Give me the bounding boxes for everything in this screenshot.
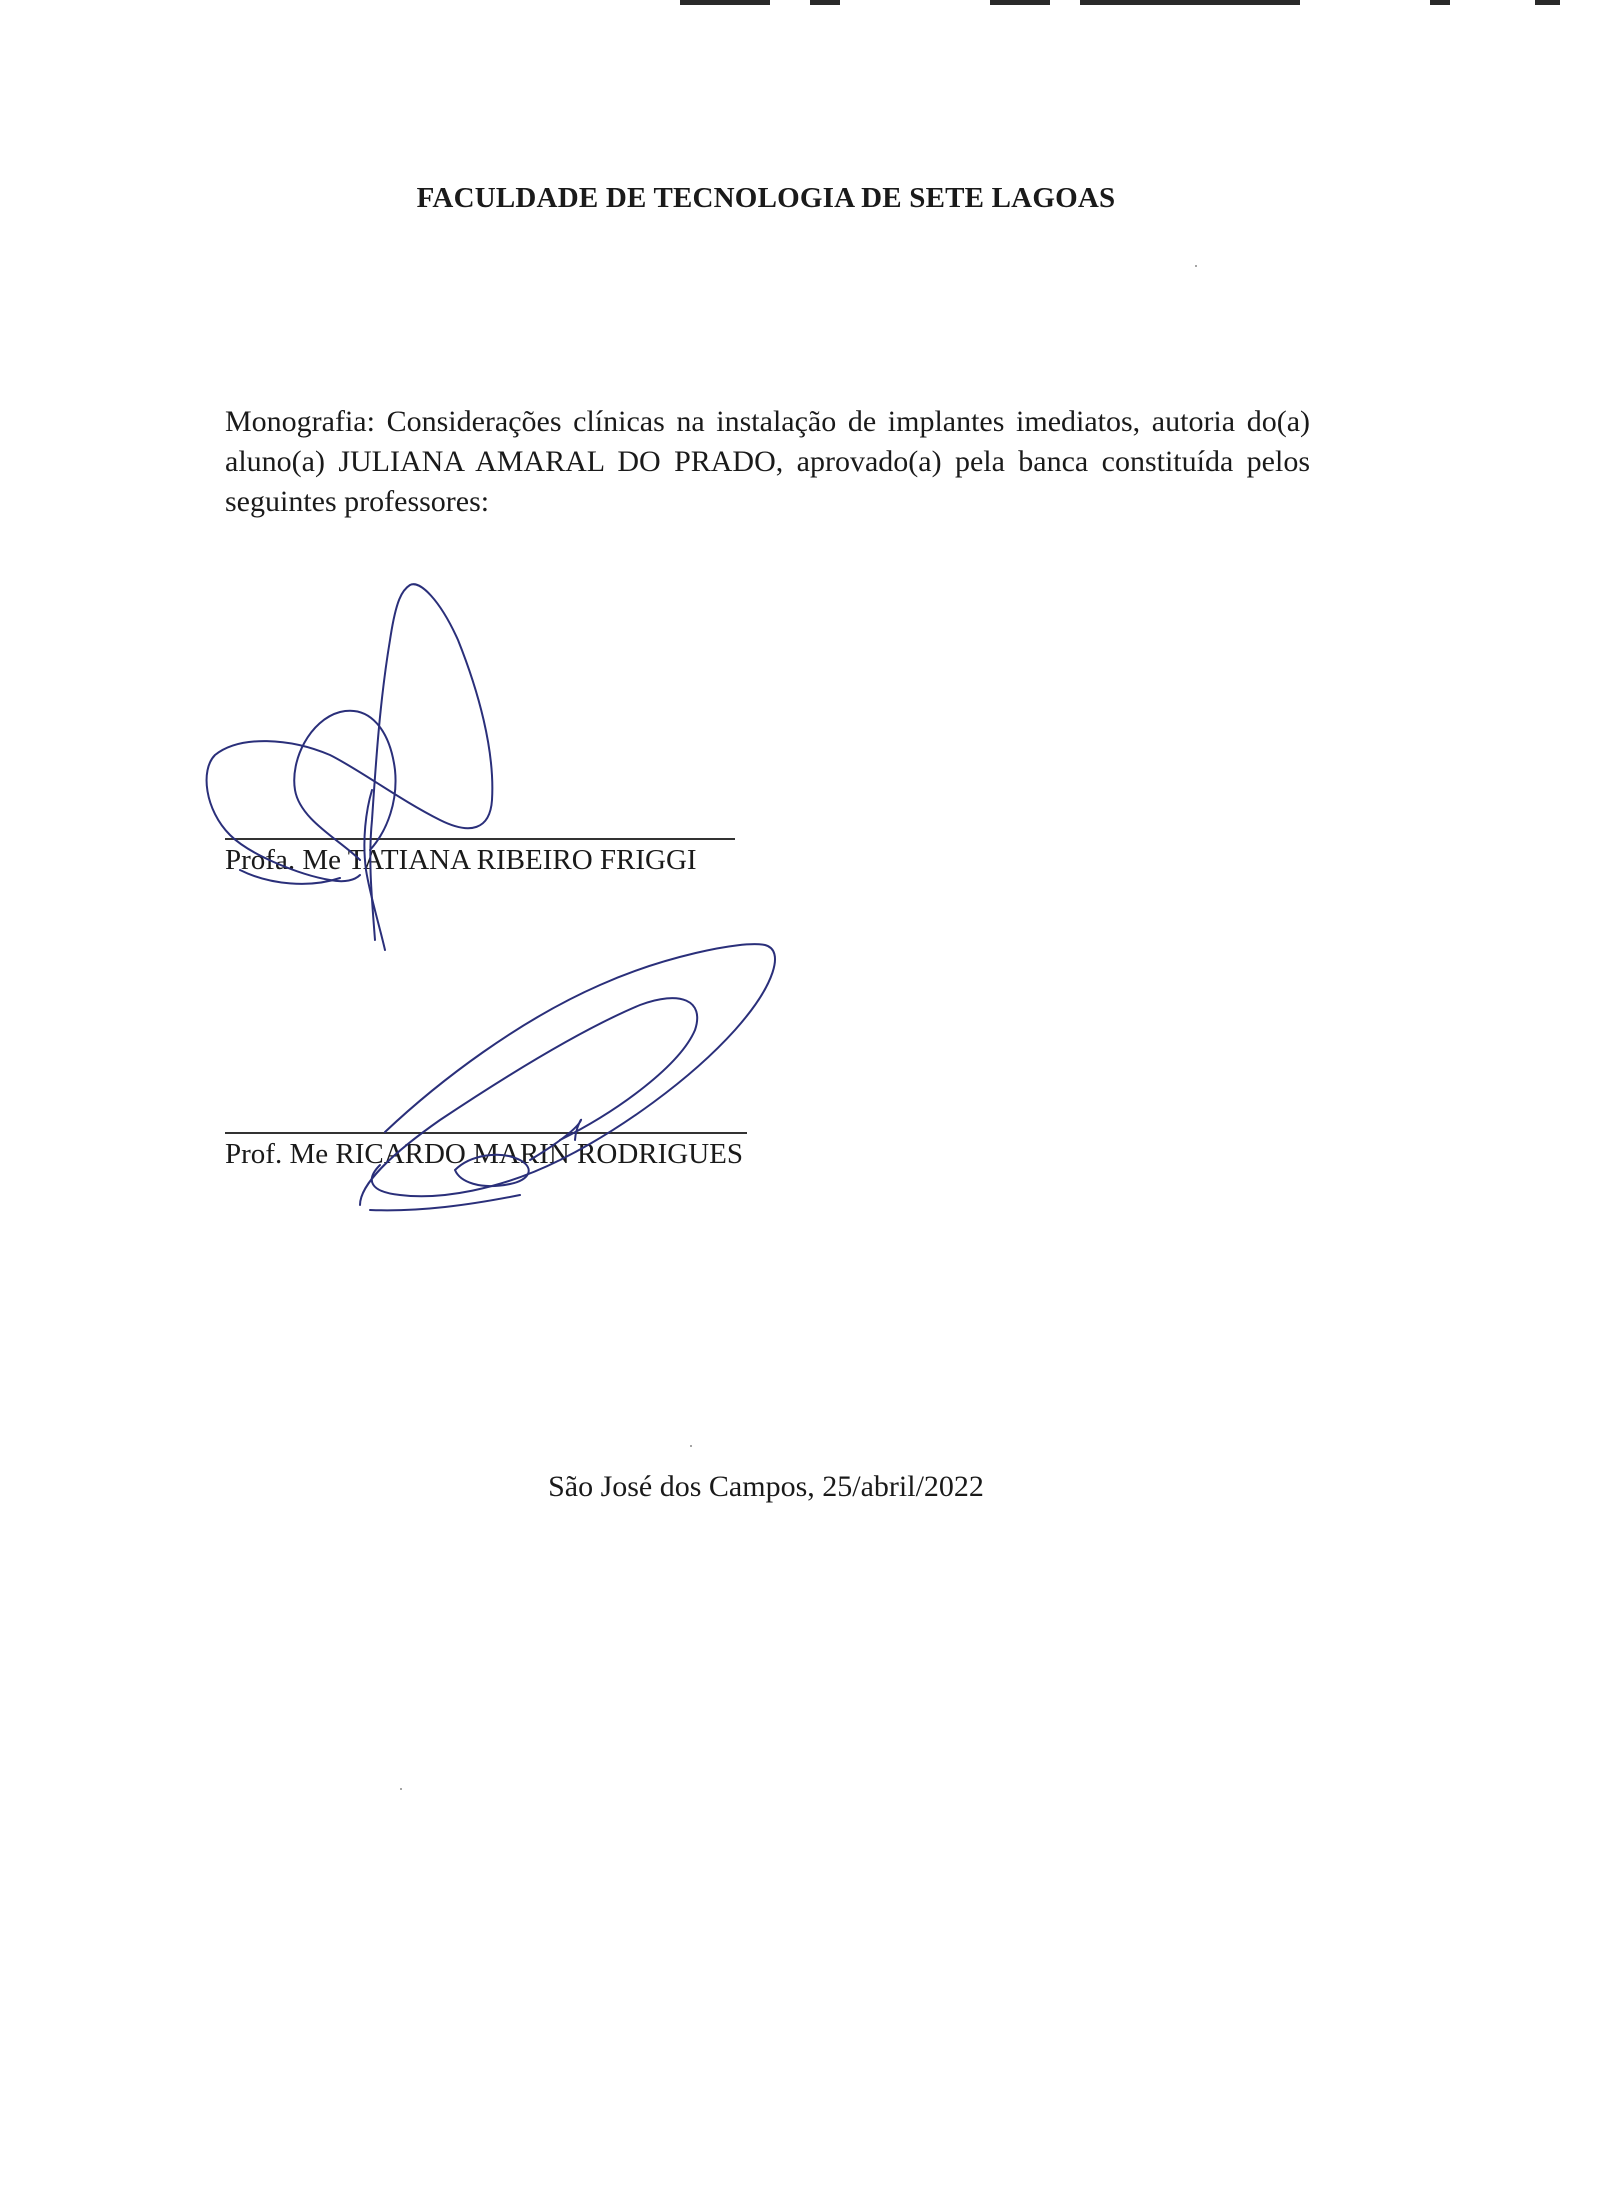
examiner-signature-block-1 [225, 838, 735, 877]
scan-edge-mark [810, 0, 840, 5]
institution-title: FACULDADE DE TECNOLOGIA DE SETE LAGOAS [416, 182, 1116, 214]
scan-speck [400, 1788, 402, 1790]
scan-speck [690, 1445, 692, 1447]
examiner-name-1: Profa. Me TATIANA RIBEIRO FRIGGI [225, 844, 697, 876]
examiner-signature-block-2 [225, 1132, 747, 1171]
scan-speck [1195, 265, 1197, 267]
scan-edge-mark [1535, 0, 1560, 5]
signature-1-stroke [207, 584, 493, 940]
approval-paragraph: Monografia: Considerações clínicas na instalação de implantes imediatos, autoria do(a) aluno(a) JULIANA AMARAL DO PRADO, aprovado(a) pela banca constituída pelos seguintes professores: [225, 405, 1310, 518]
scan-edge-mark [990, 0, 1050, 5]
signature-2-stroke [370, 1195, 520, 1210]
signature-2-stroke [360, 998, 697, 1205]
scan-edge-mark [680, 0, 770, 5]
scan-edge-mark [1430, 0, 1450, 5]
signature-line [225, 838, 735, 840]
examiner-name-2: Prof. Me RICARDO MARIN RODRIGUES [225, 1138, 743, 1170]
signature-line [225, 1132, 747, 1134]
scan-edge-mark [1080, 0, 1300, 5]
place-and-date: São José dos Campos, 25/abril/2022 [548, 1470, 984, 1503]
